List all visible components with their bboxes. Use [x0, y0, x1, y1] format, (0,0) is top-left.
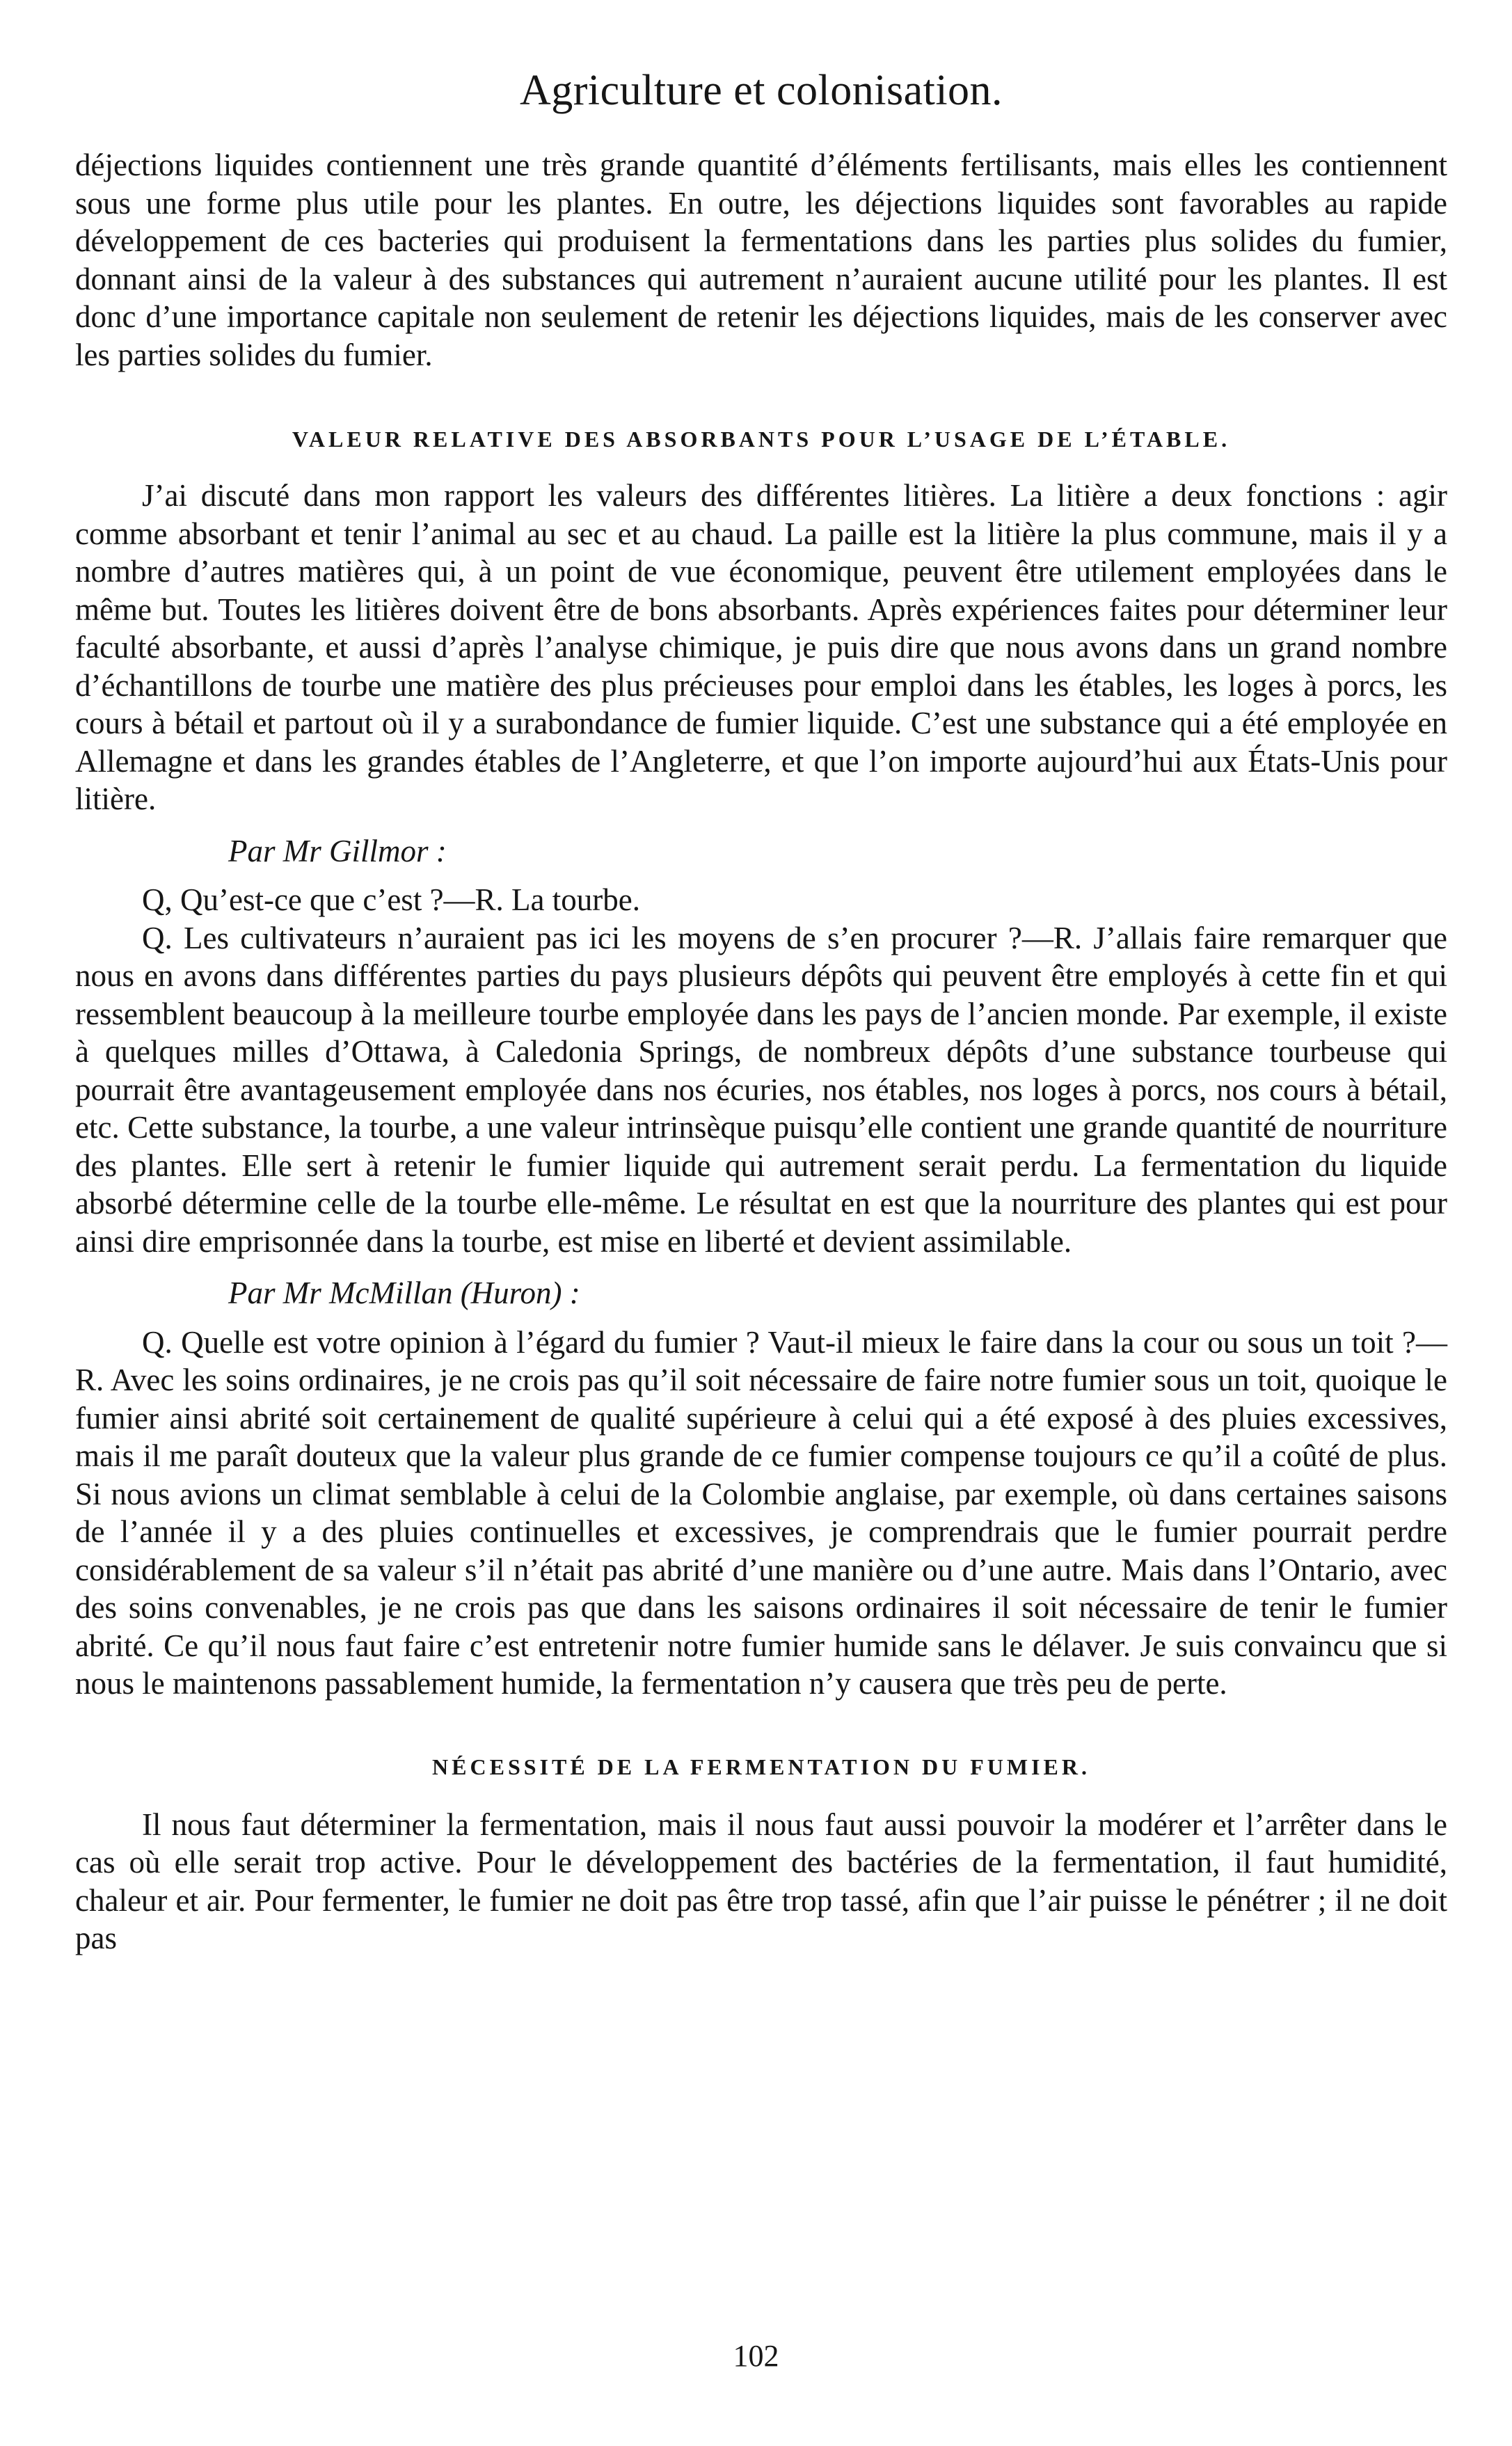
- paragraph-fermentation: Il nous faut déterminer la fermentation, mais il nous faut aussi pouvoir la modérer et l’arrêter dans le cas où elle serait trop active. Pour le développement des bactéries de la fermentation, il faut humidité, chaleur et air. Pour fermenter, le fumier ne doit pas être trop tassé, afin que l’air puisse le pénétrer ; il ne doit pas: [75, 1806, 1447, 1955]
- section-heading-absorbants: VALEUR RELATIVE DES ABSORBANTS POUR L’USAGE DE L’ÉTABLE.: [292, 427, 1231, 452]
- page-number: 102: [733, 2339, 779, 2373]
- paragraph-tourbe-depots: Q. Les cultivateurs n’auraient pas ici les moyens de s’en procurer ?—R. J’allais faire remarquer que nous en avons dans différentes parties du pays plusieurs dépôts qui peuvent être employés à cette fin et qui ressemblent beaucoup à la meilleure tourbe employée dans les pays de l’ancien monde. Par exemple, il existe à quelques milles d’Ottawa, à Caledonia Springs, de nombreux dépôts d’une substance tourbeuse qui pourrait être avantageusement employée dans nos écuries, nos étables, nos loges à porcs, nos cours à bétail, etc. Cette substance, la tourbe, a une valeur intrinsèque puisqu’elle contient une grande quantité de nourriture des plantes. Elle sert à retenir le fumier liquide qui autrement serait perdu. La fermentation du liquide absorbé détermine celle de la tourbe elle-même. Le résultat en est que la nourriture des plantes qui est pour ainsi dire emprisonnée dans la tourbe, est mise en liberté et devient assimilable.: [75, 920, 1447, 1259]
- question-tourbe: Q, Qu’est-ce que c’est ?—R. La tourbe.: [142, 882, 640, 917]
- paragraph-fumier-toit: Q. Quelle est votre opinion à l’égard du fumier ? Vaut-il mieux le faire dans la cour ou sous un toit ?—R. Avec les soins ordinaires, je ne crois pas qu’il soit nécessaire de faire notre fumier sous un toit, quoique le fumier ainsi abrité soit certainement de qualité supérieure à celui qui a été exposé à des pluies excessives, mais il me paraît douteux que la valeur plus grande de ce fumier compense toujours ce qu’il a coûté de plus. Si nous avions un climat semblable à celui de la Colombie anglaise, par exemple, où dans certaines saisons de l’année il y a des pluies continuelles et excessives, je comprendrais que le fumier pourrait perdre considérablement de sa valeur s’il n’était pas abrité d’une manière ou d’une autre. Mais dans l’Ontario, avec des soins convenables, je ne crois pas que dans les saisons ordinaires il soit nécessaire de tenir le fumier abrité. Ce qu’il nous faut faire c’est entretenir notre fumier humide sans le délaver. Je suis convaincu que si nous le maintenons passablement humide, la fermentation n’y causera que très peu de perte.: [75, 1324, 1447, 1701]
- paragraph-litieres: J’ai discuté dans mon rapport les valeurs des différentes litières. La litière a deux fonctions : agir comme absorbant et tenir l’animal au sec et au chaud. La paille est la litière la plus commune, mais il y a nombre d’autres matières qui, à un point de vue économique, peuvent être utilement employées dans le même but. Toutes les litières doivent être de bons absorbants. Après expériences faites pour déterminer leur faculté absorbante, et aussi d’après l’analyse chimique, je puis dire que nous avons dans un grand nombre d’échantillons de tourbe une matière des plus précieuses pour emploi dans les étables, les loges à porcs, les cours à bétail et partout où il y a surabondance de fumier liquide. C’est une substance qui a été employée en Allemagne et dans les grandes étables de l’Angleterre, et que l’on importe aujourd’hui aux États-Unis pour litière.: [75, 478, 1447, 816]
- speaker-mcmillan: Par Mr McMillan (Huron) :: [228, 1276, 580, 1310]
- running-head: Agriculture et colonisation.: [519, 67, 1003, 114]
- speaker-gillmor: Par Mr Gillmor :: [228, 833, 447, 868]
- page-body: [75, 63, 1447, 1957]
- paragraph-continued: déjections liquides contiennent une très grande quantité d’éléments fertilisants, mais elles les contiennent sous une forme plus utile pour les plantes. En outre, les déjections liquides sont favorables au rapide développement de ces bacteries qui produisent la fermentations dans les parties plus solides du fumier, donnant ainsi de la valeur à des substances qui autrement n’auraient aucune utilité pour les plantes. Il est donc d’une importance capitale non seulement de retenir les déjections liquides, mais de les conserver avec les parties solides du fumier.: [75, 148, 1447, 372]
- section-heading-fermentation: NÉCESSITÉ DE LA FERMENTATION DU FUMIER.: [432, 1754, 1090, 1779]
